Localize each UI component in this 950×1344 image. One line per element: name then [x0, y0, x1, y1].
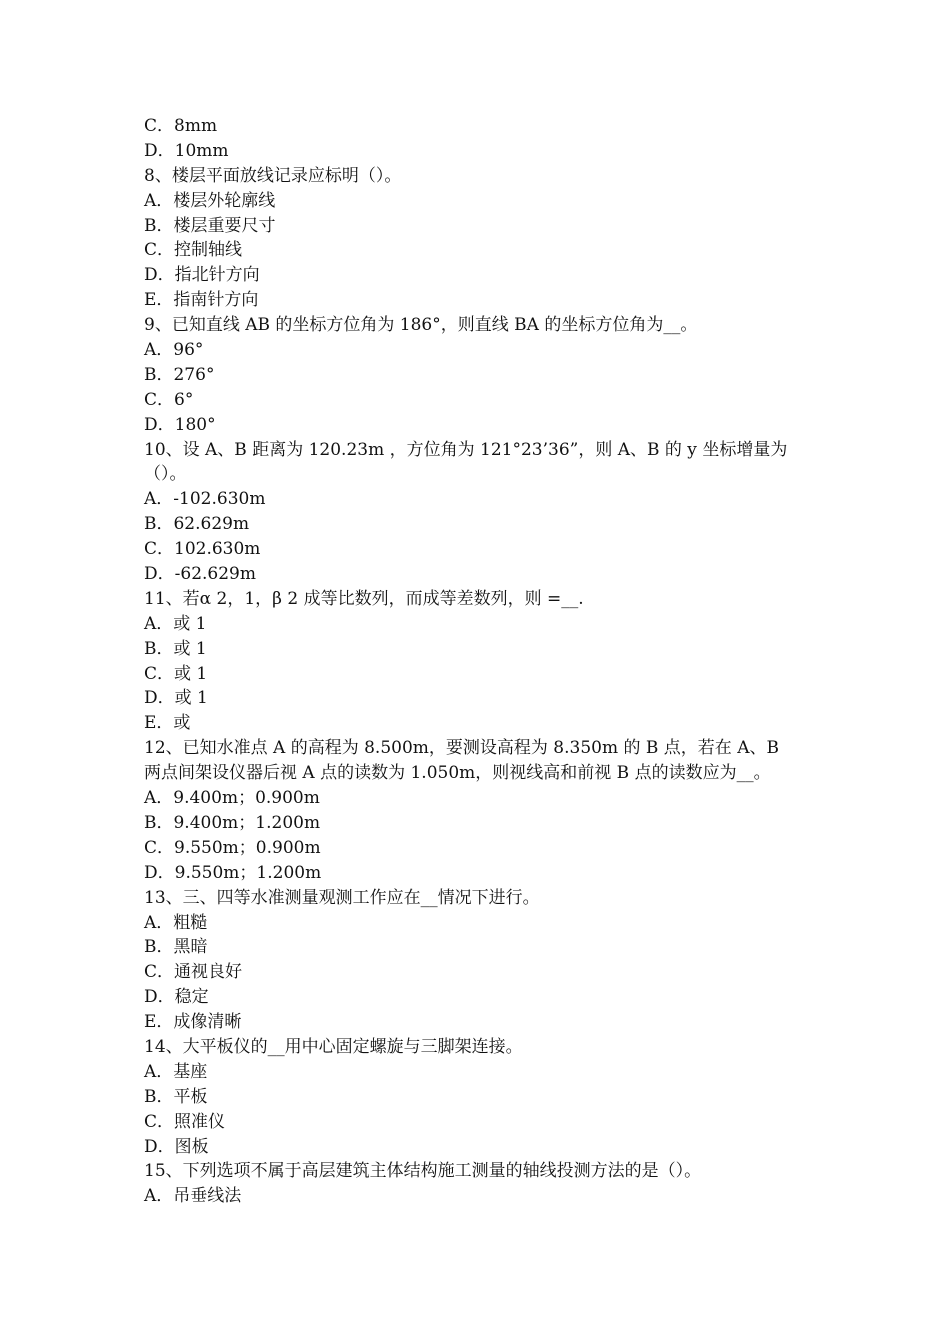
question-line: 10、设 A、B 距离为 120.23m ，方位角为 121°23’36”，则 A、B 的 y 坐标增量为: [144, 439, 788, 460]
option-line: E．指南针方向: [144, 290, 259, 311]
option-line: A．楼层外轮廓线: [144, 190, 276, 211]
option-line: B．276°: [144, 364, 215, 385]
option-line: D．-62.629m: [144, 564, 256, 585]
option-line: D．10mm: [144, 140, 229, 161]
option-line: B．9.400m；1.200m: [144, 812, 321, 833]
option-line: A．或 1: [144, 613, 207, 634]
option-line: C．照准仪: [144, 1111, 226, 1132]
question-line: 9、已知直线 AB 的坐标方位角为 186°，则直线 BA 的坐标方位角为__。: [144, 315, 698, 336]
option-line: B．或 1: [144, 638, 207, 659]
option-line: A．9.400m；0.900m: [144, 788, 320, 809]
option-line: D．稳定: [144, 987, 209, 1008]
option-line: E．成像清晰: [144, 1012, 242, 1033]
option-line: A．吊垂线法: [144, 1186, 242, 1207]
question-line: 8、楼层平面放线记录应标明（）。: [144, 165, 402, 186]
question-line: 15、下列选项不属于高层建筑主体结构施工测量的轴线投测方法的是（）。: [144, 1161, 702, 1182]
option-line: D．180°: [144, 414, 216, 435]
option-line: D．或 1: [144, 688, 208, 709]
question-line: 12、已知水准点 A 的高程为 8.500m，要测设高程为 8.350m 的 B 点，若在 A、B: [144, 738, 779, 759]
option-line: D．9.550m；1.200m: [144, 862, 322, 883]
option-line: B．黑暗: [144, 937, 208, 958]
option-line: A．基座: [144, 1061, 208, 1082]
option-line: B．楼层重要尺寸: [144, 215, 276, 236]
document-body: [144, 114, 814, 1209]
option-line: B．平板: [144, 1086, 208, 1107]
option-line: C．102.630m: [144, 539, 261, 560]
question-line: 14、大平板仪的__用中心固定螺旋与三脚架连接。: [144, 1036, 523, 1057]
question-line-continued: （）。: [144, 464, 187, 485]
question-line: 11、若α 2，1，β 2 成等比数列，而成等差数列，则 =__.: [144, 588, 584, 609]
question-line-continued: 两点间架设仪器后视 A 点的读数为 1.050m，则视线高和前视 B 点的读数应为__。: [144, 763, 771, 784]
option-line: D．图板: [144, 1136, 209, 1157]
option-line: A．-102.630m: [144, 489, 266, 510]
option-line: D．指北针方向: [144, 265, 260, 286]
option-line: C．控制轴线: [144, 240, 243, 261]
option-line: E．或: [144, 713, 191, 734]
option-line: C．8mm: [144, 116, 218, 136]
option-line: C．或 1: [144, 663, 208, 684]
question-line: 13、三、四等水准测量观测工作应在__情况下进行。: [144, 887, 540, 908]
option-line: B．62.629m: [144, 514, 250, 535]
option-line: A．96°: [144, 340, 204, 361]
option-line: A．粗糙: [144, 912, 208, 933]
option-line: C．通视良好: [144, 962, 243, 983]
option-line: C．9.550m；0.900m: [144, 837, 321, 858]
option-line: C．6°: [144, 389, 194, 410]
